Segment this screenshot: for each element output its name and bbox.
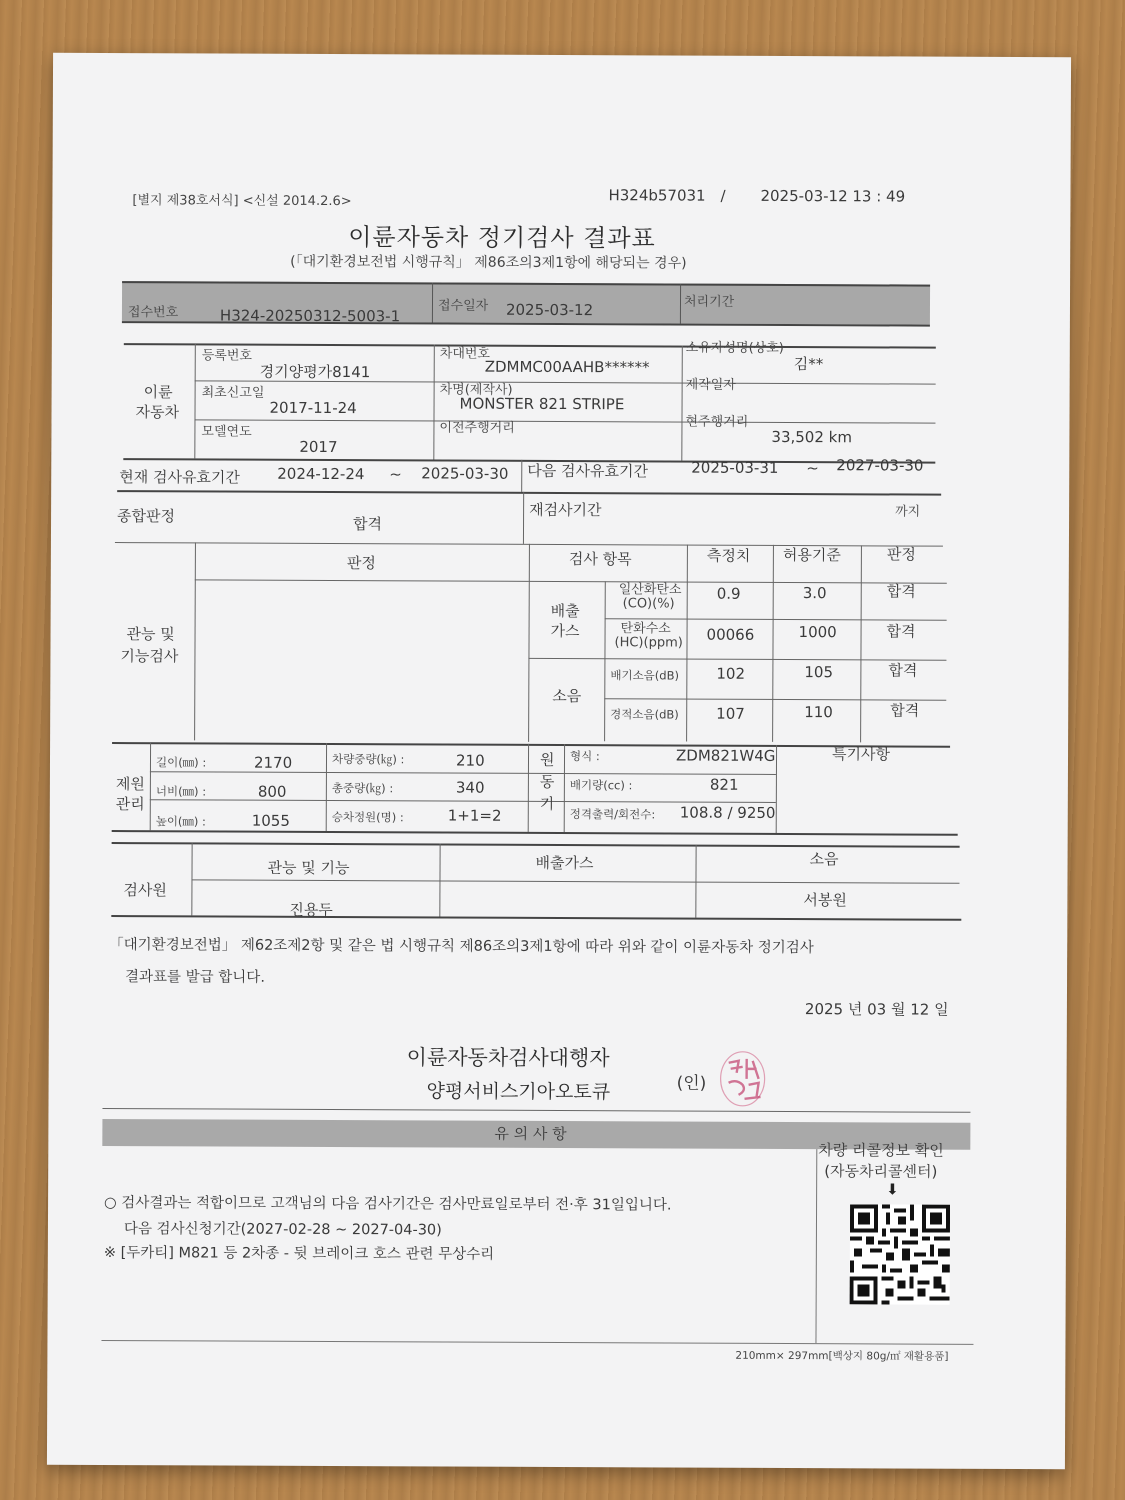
- rule: [191, 879, 959, 883]
- measured-value: 00066: [706, 625, 755, 644]
- current-validity-label: 현재 검사유효기간: [119, 468, 240, 487]
- test-item-name: 일산화탄소: [618, 582, 682, 598]
- judgement-label: 판정: [346, 554, 376, 573]
- reg-no-label: 등록번호: [201, 348, 253, 364]
- test-item-unit: (CO)(%): [622, 596, 675, 612]
- receipt-date: 2025-03-12: [505, 300, 594, 320]
- rule: [680, 284, 681, 324]
- owner: 김**: [793, 355, 824, 374]
- engine-type-label: 형식 :: [569, 749, 600, 764]
- engine-type: ZDM821W4G: [675, 746, 776, 765]
- processing-period-label: 처리기간: [683, 294, 735, 310]
- overall-result: 합격: [352, 515, 383, 534]
- rule: [194, 542, 196, 740]
- current-validity-to: 2025-03-30: [421, 464, 509, 483]
- length-label: 길이(㎜) :: [155, 755, 207, 770]
- current-validity-from: 2024-12-24: [277, 464, 365, 484]
- length-value: 2170: [253, 753, 293, 772]
- vin: ZDMMC00AAHB******: [484, 357, 650, 377]
- issue-date: 2025 년 03 월 12 일: [804, 1000, 949, 1019]
- official-seal-stamp: [716, 1049, 768, 1109]
- emission-group-label: 가스: [550, 621, 580, 641]
- inspector-emission-label: 배출가스: [535, 853, 594, 873]
- rule: [326, 743, 327, 831]
- limit-value: 110: [804, 703, 833, 722]
- limit-value: 1000: [798, 623, 837, 642]
- tilde: ~: [806, 459, 819, 478]
- item-result: 합격: [890, 701, 920, 720]
- noise-group-label: 소음: [552, 686, 582, 706]
- test-item-name: 탄화수소: [620, 621, 671, 637]
- height-label: 높이(㎜) :: [155, 814, 206, 829]
- notice-line: ※ [두카티] M821 등 2차종 - 뒷 브레이크 호스 관련 무상수리: [103, 1245, 495, 1263]
- weight-label: 차량중량(㎏) :: [331, 752, 405, 767]
- rule: [150, 742, 151, 830]
- separator: /: [720, 186, 726, 205]
- specs-label: 관리: [115, 795, 145, 814]
- next-validity-to: 2027-03-30: [836, 456, 924, 475]
- rule: [111, 915, 961, 921]
- owner-label: 소유자성명(상호): [685, 340, 784, 356]
- current-mileage: 33,502 km: [771, 427, 853, 447]
- rule: [112, 842, 960, 848]
- rule: [521, 460, 522, 492]
- inspector-label: 검사원: [123, 881, 167, 900]
- rule: [681, 346, 683, 461]
- engine-label: 기: [539, 794, 555, 813]
- emission-group-label: 배출: [550, 601, 580, 621]
- specs-label: 제원: [115, 775, 145, 794]
- engine-label: 동: [539, 772, 555, 791]
- power-label: 정격출력/회전수:: [569, 807, 656, 822]
- overall-label: 종합판정: [117, 507, 176, 526]
- rule: [150, 799, 776, 803]
- weight-value: 210: [455, 751, 485, 770]
- vehicle-section-label: 자동차: [135, 403, 180, 422]
- agent-title: 이륜자동차검사대행자: [406, 1045, 610, 1071]
- rule: [194, 419, 935, 423]
- capacity-value: 1+1=2: [447, 806, 502, 825]
- inspector-functional-name: 진용두: [289, 900, 333, 920]
- rule: [860, 545, 862, 742]
- rule: [772, 545, 774, 742]
- tilde: ~: [389, 465, 402, 484]
- rule: [776, 745, 777, 833]
- first-reg-date: 2017-11-24: [269, 398, 357, 418]
- limit-header: 허용기준: [782, 545, 841, 565]
- functional-label: 기능검사: [120, 647, 179, 666]
- test-item-name: 배기소음(dB): [610, 668, 680, 683]
- rule: [194, 343, 196, 458]
- inspector-noise-name: 서봉원: [803, 891, 847, 910]
- next-validity-label: 다음 검사유효기간: [527, 461, 649, 481]
- paper-spec: 210mm× 297mm[백상지 80g/㎡ 재활용품]: [735, 1349, 949, 1363]
- rule: [528, 744, 529, 832]
- rule: [432, 282, 433, 322]
- vehicle-section-label: 이륜: [143, 383, 173, 402]
- reg-no: 경기양평가8141: [259, 362, 371, 382]
- inspector-noise-label: 소음: [809, 850, 839, 869]
- capacity-label: 승차정원(명) :: [331, 810, 404, 825]
- seal-mark: (인): [676, 1073, 707, 1094]
- engine-label: 원: [539, 750, 555, 769]
- rule: [686, 545, 688, 742]
- rule: [815, 1149, 817, 1343]
- item-result: 합격: [886, 622, 916, 641]
- agent-name: 양평서비스기아오토큐: [426, 1080, 611, 1104]
- rule: [112, 830, 958, 836]
- model-year-label: 모델연도: [201, 424, 252, 440]
- model-name: MONSTER 821 STRIPE: [459, 394, 625, 414]
- until-label: 까지: [895, 504, 921, 520]
- rule: [523, 492, 524, 544]
- measured-header: 측정치: [706, 546, 751, 565]
- vin-label: 차대번호: [439, 346, 491, 362]
- rule: [528, 658, 946, 661]
- measured-value: 0.9: [716, 584, 741, 603]
- width-value: 800: [257, 782, 287, 801]
- inspection-result-sheet: [47, 53, 1071, 1469]
- reinspect-label: 재검사기간: [529, 500, 602, 520]
- functional-label: 관능 및: [126, 625, 175, 644]
- power-value: 108.8 / 9250: [679, 803, 776, 822]
- recall-center-label: (자동차리콜센터): [824, 1162, 938, 1181]
- displacement-value: 821: [709, 775, 739, 794]
- next-validity-from: 2025-03-31: [691, 458, 779, 477]
- rule: [604, 581, 606, 741]
- recall-qr-code[interactable]: [850, 1204, 950, 1304]
- rule: [564, 744, 565, 832]
- test-item-name: 경적소음(dB): [610, 707, 679, 722]
- document-title: 이륜자동차 정기검사 결과표: [348, 223, 656, 253]
- limit-value: 105: [804, 663, 834, 682]
- rule: [117, 490, 941, 496]
- item-result: 합격: [886, 582, 916, 601]
- mfg-date-label: 제작일자: [685, 377, 736, 393]
- measured-value: 107: [716, 704, 745, 723]
- gross-weight-label: 총중량(㎏) :: [331, 781, 394, 796]
- receipt-date-label: 접수일자: [437, 298, 489, 314]
- document-id: H324b57031: [608, 186, 706, 205]
- rule: [528, 544, 530, 742]
- height-value: 1055: [251, 811, 290, 830]
- measured-value: 102: [716, 664, 746, 683]
- test-item-unit: (HC)(ppm): [614, 635, 683, 651]
- limit-value: 3.0: [802, 584, 827, 603]
- width-label: 너비(㎜) :: [155, 784, 207, 799]
- legal-statement: 결과표를 발급 합니다.: [125, 969, 265, 986]
- item-result: 합격: [888, 661, 918, 680]
- receipt-no-label: 접수번호: [127, 305, 179, 321]
- notice-line: ○ 검사결과는 적합이므로 고객님의 다음 검사기간은 검사만료일로부터 전·후 31일입니다.: [104, 1195, 672, 1214]
- notice-header: 유 의 사 항: [494, 1124, 567, 1144]
- document-subtitle: (「대기환경보전법 시행규칙」 제86조의3제1항에 해당되는 경우): [290, 253, 687, 272]
- special-notes-label: 특기사항: [831, 745, 891, 764]
- rule: [101, 1340, 973, 1345]
- displacement-label: 배기량(cc) :: [569, 778, 633, 793]
- rule: [102, 1108, 970, 1113]
- form-number: [별지 제38호서식] <신설 2014.2.6>: [132, 193, 352, 210]
- test-item-header: 검사 항목: [568, 550, 632, 569]
- model-name-label: 차명(제작사): [439, 382, 513, 398]
- model-year: 2017: [299, 437, 338, 457]
- rule: [112, 742, 950, 748]
- inspector-functional-label: 관능 및 기능: [267, 858, 350, 878]
- result-header: 판정: [886, 545, 916, 564]
- legal-statement: 「대기환경보전법」 제62조제2항 및 같은 법 시행규칙 제86조의3제1항에 따라 위와 같이 이륜자동차 정기검사: [109, 937, 814, 957]
- prev-mileage-label: 이전주행거리: [439, 420, 515, 436]
- arrow-down-icon: ⬇: [886, 1180, 899, 1199]
- rule: [433, 344, 435, 459]
- recall-info-label: 차량 리콜정보 확인: [818, 1141, 944, 1160]
- receipt-no: H324-20250312-5003-1: [219, 306, 401, 326]
- rule: [195, 579, 529, 581]
- print-datetime: 2025-03-12 13 : 49: [760, 186, 906, 206]
- gross-weight-value: 340: [455, 778, 485, 797]
- notice-line: 다음 검사신청기간(2027-02-28 ~ 2027-04-30): [123, 1221, 442, 1239]
- rule: [150, 771, 776, 775]
- rule: [529, 581, 947, 584]
- current-mileage-label: 현주행거리: [685, 414, 749, 430]
- first-reg-label: 최초신고일: [201, 385, 265, 401]
